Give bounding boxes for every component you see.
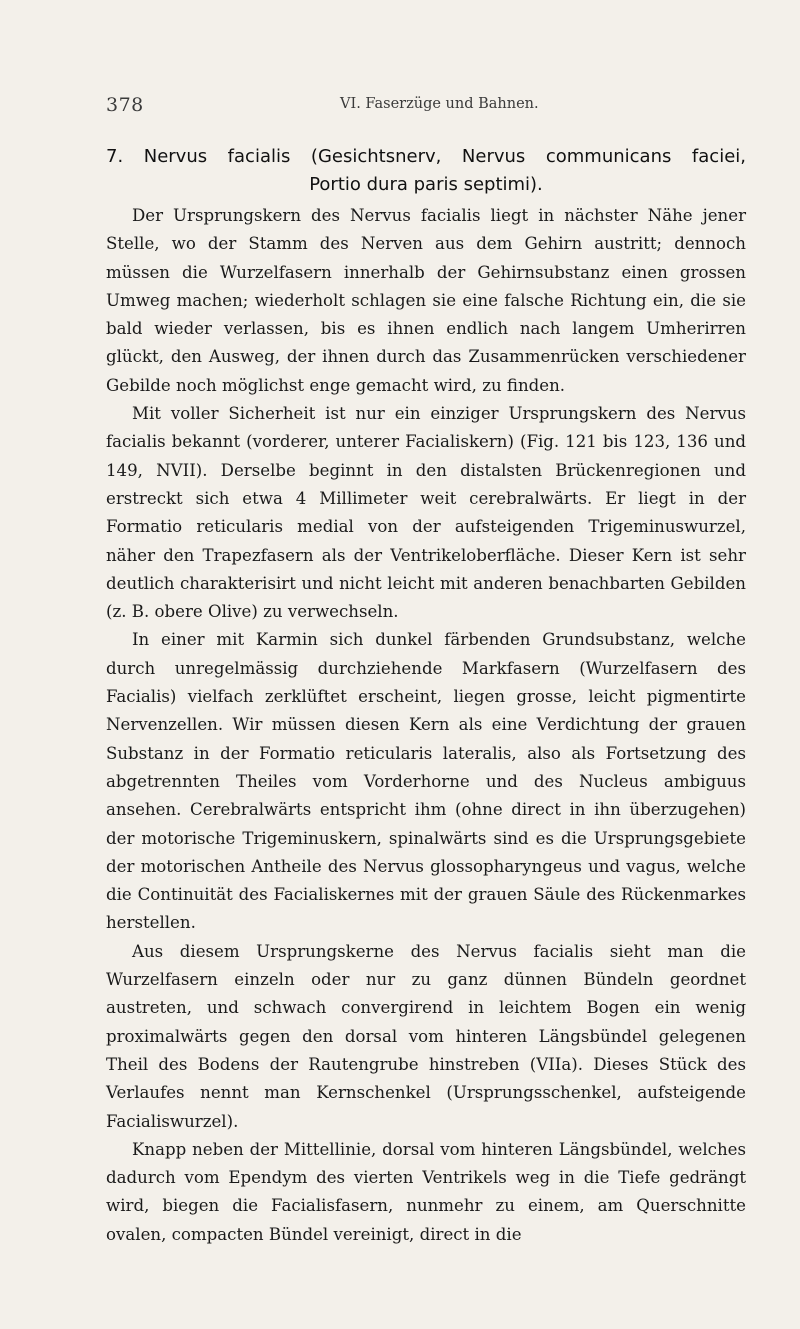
running-head	[106, 94, 742, 118]
body-text	[106, 202, 746, 1249]
paragraph: Aus diesem Ursprungskerne des Nervus facialis sieht man die Wurzelfasern einzeln oder nur zu ganz dünnen Bündeln geordnet austreten, und schwach convergirend in leichtem Bogen ein wenig proximalwärts gegen den dorsal vom hinteren Längsbündel gelegenen Theil des Bodens der Rautengrube hinstreben (VIIa). Dieses Stück des Verlaufes nennt man Kernschenkel (Ursprungsschenkel, aufsteigende Facialiswurzel).	[106, 941, 746, 1131]
paragraph: Knapp neben der Mittellinie, dorsal vom hinteren Längsbündel, welches dadurch vom Ependym des vierten Ventrikels weg in die Tiefe gedrängt wird, biegen die Facialisfasern, nunmehr zu einem, am Querschnitte ovalen, compacten Bündel vereinigt, direct in die	[106, 1139, 746, 1244]
paragraph: Der Ursprungskern des Nervus facialis liegt in nächster Nähe jener Stelle, wo der Stamm des Nerven aus dem Gehirn austritt; dennoch müssen die Wurzelfasern innerhalb der Gehirnsubstanz einen grossen Umweg machen; wiederholt schlagen sie eine falsche Richtung ein, die sie bald wieder verlassen, bis es ihnen endlich nach langem Umherirren glückt, den Ausweg, der ihnen durch das Zusammenrücken verschiedener Gebilde noch möglichst enge gemacht wird, zu finden.	[106, 206, 746, 395]
paragraph: In einer mit Karmin sich dunkel färbenden Grundsubstanz, welche durch unregelmässig durchziehende Markfasern (Wurzelfasern des Facialis) vielfach zerklüftet erscheint, liegen grosse, leicht pigmentirte Nervenzellen. Wir müssen diesen Kern als eine Verdichtung der grauen Substanz in der Formatio reticularis lateralis, also als Fortsetzung des abgetrennten Theiles vom Vorderhorne und des Nucleus ambiguus ansehen. Cerebralwärts entspricht ihm (ohne direct in ihn überzugehen) der motorische Trigeminuskern, spinalwärts sind es die Ursprungsgebiete der motorischen Antheile des Nervus glossopharyngeus und vagus, welche die Continuität des Facialiskernes mit der grauen Säule des Rückenmarkes herstellen.	[106, 630, 746, 933]
section-heading-line-2: Portio dura paris septimi).	[309, 174, 543, 195]
section-heading	[106, 143, 746, 199]
paragraph: Mit voller Sicherheit ist nur ein einziger Ursprungskern des Nervus facialis bekannt (vorderer, unterer Facialiskern) (Fig. 121 bis 123, 136 und 149, NVII). Derselbe beginnt in den distalsten Brückenregionen und erstreckt sich etwa 4 Millimeter weit cerebralwärts. Er liegt in der Formatio reticularis medial von der aufsteigenden Trigeminuswurzel, näher den Trapezfasern als der Ventrikeloberfläche. Dieser Kern ist sehr deutlich charakterisirt und nicht leicht mit anderen benachbarten Gebilden (z. B. obere Olive) zu verwechseln.	[106, 404, 746, 622]
page-number: 378	[106, 94, 144, 116]
running-title: VI. Faserzüge und Bahnen.	[340, 96, 539, 112]
section-heading-line-1: 7. Nervus facialis (Gesichtsnerv, Nervus communicans faciei,	[106, 146, 746, 167]
